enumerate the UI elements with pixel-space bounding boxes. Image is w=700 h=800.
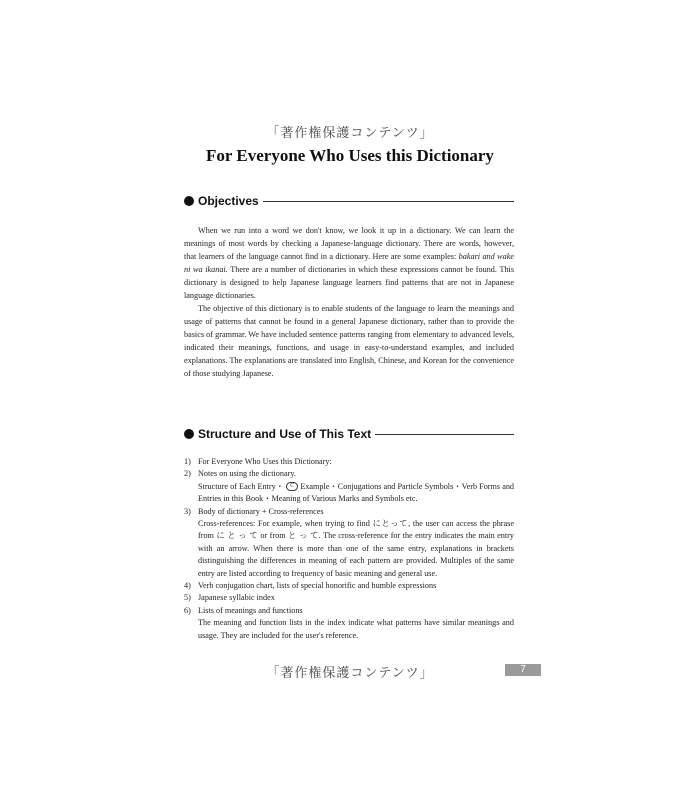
page-title: For Everyone Who Uses this Dictionary (206, 146, 494, 165)
list-number: 4) (184, 581, 191, 591)
list-item (184, 592, 514, 604)
list-text: Notes on using the dictionary. (198, 469, 296, 479)
list-text: Body of dictionary + Cross-references (198, 506, 324, 516)
objectives-paragraph-2: The objective of this dictionary is to enable students of the language to learn the meanings and usage of patterns that cannot be found in a general Japanese dictionary, rather than to provide the basics of grammar. We have included sentence patterns ranging from elementary to advanced levels, indicated their meanings, functions, and usage in easy-to-understand examples, and included explanations. The explanations are translated into English, Chinese, and Korean for the convenience of those studying Japanese. (184, 304, 514, 378)
list-number: 2) (184, 469, 191, 479)
paragraph-text: There are a number of dictionaries in which these expressions cannot be found. This dictionary is designed to help Japanese language learners find patterns that are not in Japanese language dictionaries. (184, 265, 515, 300)
list-text: Japanese syllabic index (198, 593, 275, 603)
list-item (184, 506, 514, 518)
example-phrases: bakari and wake ni wa ikanai. (184, 252, 514, 274)
list-text: Lists of meanings and functions (198, 605, 303, 615)
structure-heading: Structure and Use of This Text (198, 427, 372, 441)
detail-text: Example・Conjugations and Particle Symbols・Verb Forms and Entries in this Book・Meaning of Various Marks and Symbols etc. (198, 481, 515, 504)
bullet-icon (184, 196, 194, 206)
detail-text: Structure of Each Entry・ (198, 481, 285, 491)
paragraph-text: When we run into a word we don't know, we look it up in a dictionary. We can learn the meanings of most words by checking a Japanese-language dictionary. There are words, however, that learners of the language cannot find in a dictionary. Here are some examples: (184, 226, 514, 261)
bullet-icon (184, 429, 194, 439)
list-number: 6) (184, 605, 191, 615)
objectives-heading: Objectives (198, 194, 259, 208)
watermark-top: 「著作権保護コンテンツ」 (266, 126, 434, 141)
list-text: For Everyone Who Uses this Dictionary: (198, 457, 332, 466)
list-text: Verb conjugation chart, lists of special honorific and humble expressions (198, 581, 437, 591)
section-divider (375, 434, 514, 435)
list-item (184, 605, 514, 617)
page-number: 7 (505, 664, 541, 676)
objectives-paragraph-1 (184, 224, 514, 302)
objectives-heading-row (184, 192, 514, 210)
list-number: 5) (184, 593, 191, 603)
list-number: 3) (184, 506, 191, 516)
watermark-bottom: 「著作権保護コンテンツ」 (266, 666, 434, 681)
list-number: 1) (184, 457, 191, 466)
entry-symbol-icon: C (286, 482, 298, 491)
objectives-body (184, 224, 514, 380)
list-item (184, 456, 514, 468)
section-divider (263, 201, 514, 202)
structure-list (184, 456, 514, 642)
list-item (184, 580, 514, 592)
list-item-detail: The meaning and function lists in the index indicate what patterns have similar meanings and usage. They are included for the user's reference. (198, 618, 514, 640)
list-item-detail: Cross-references: For example, when trying to find にとって, the user can access the phrase from に と っ て or from と っ て. The cross-reference for the entry indicates the main entry with an arrow. When there is more than one of the same entry, explanations in brackets distinguishing the differences in meaning of each pattern are provided. Multiples of the same entry are listed according to frequency of basic meaning and general use. (198, 519, 514, 578)
list-item (184, 468, 514, 480)
structure-heading-row (184, 425, 514, 443)
list-item-detail (184, 481, 514, 506)
